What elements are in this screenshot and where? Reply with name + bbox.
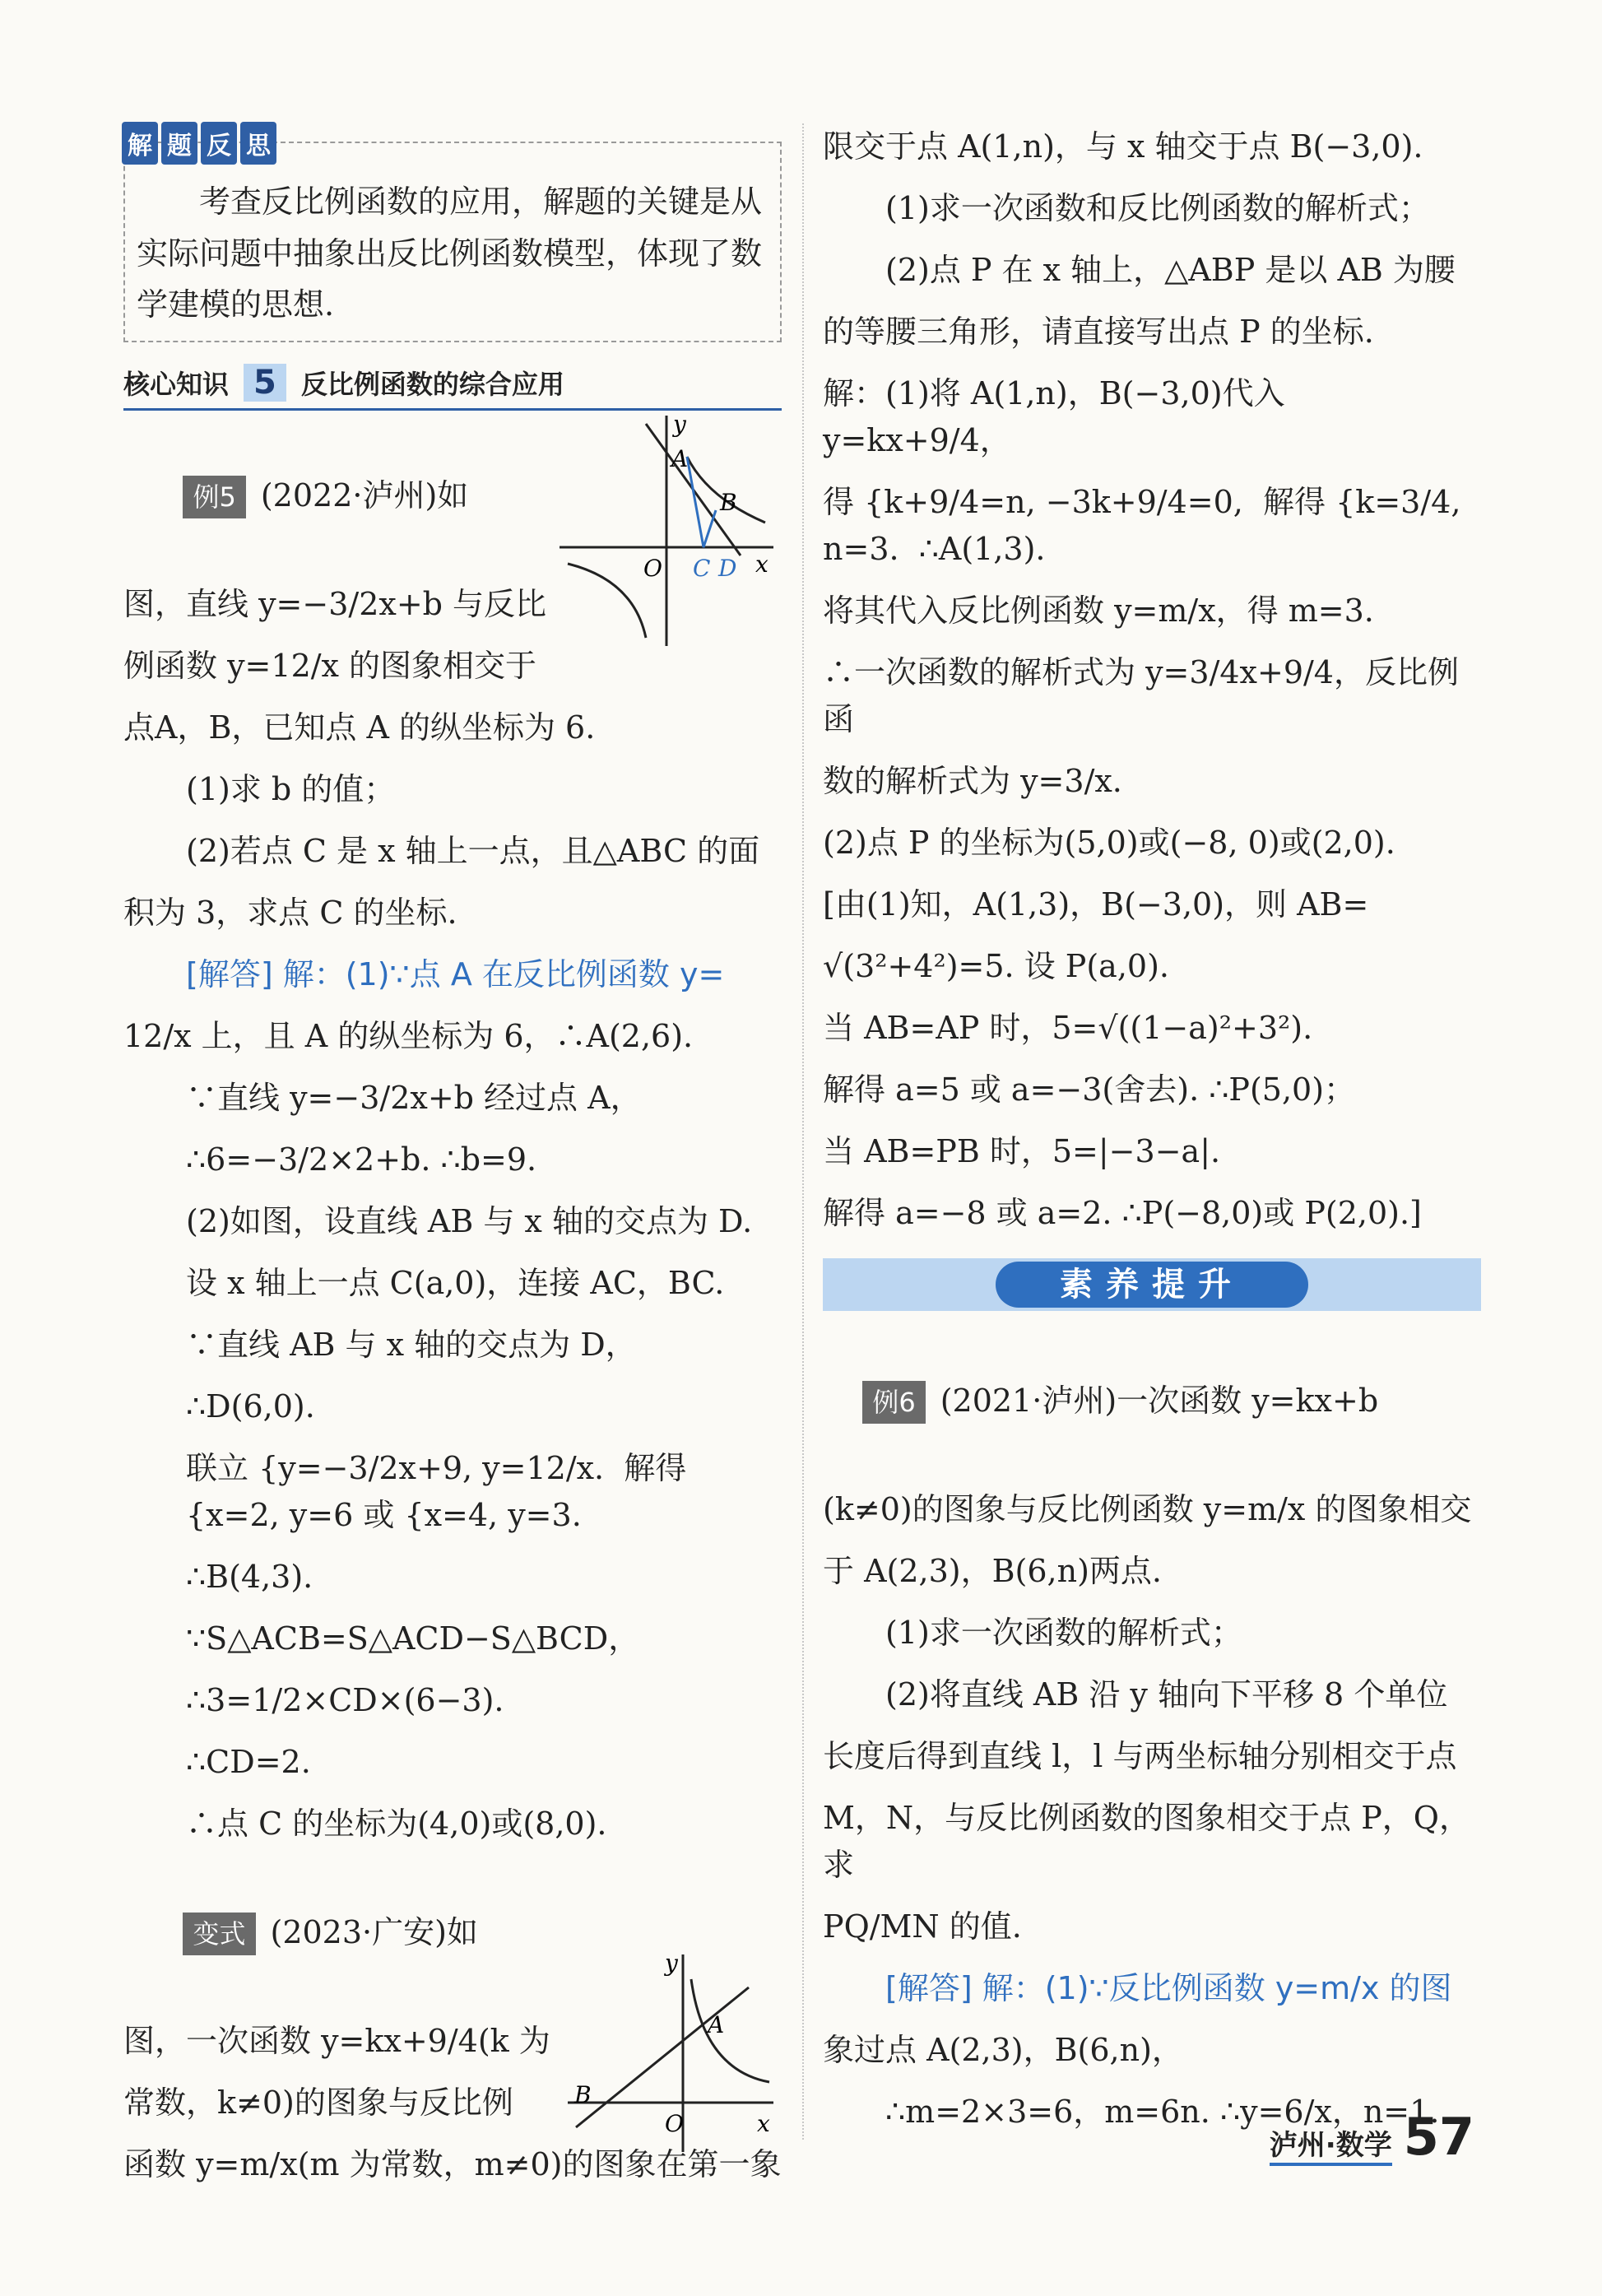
text-line: (2)若点 C 是 x 轴上一点，且△ABC 的面 [186,833,760,870]
label-x: x [757,2110,770,2137]
example6-first-line: 例6 (2021·泸州)一次函数 y=kx+b [823,1331,1481,1471]
text-line: 设 x 轴上一点 C(a,0)，连接 AC，BC. [186,1265,725,1302]
text-line: 当 AB=AP 时，5=√((1−a)²+3²). [823,1010,1313,1046]
text-line: 解得 a=5 或 a=−3(舍去). ∴P(5,0)； [823,1071,1356,1108]
text-line: 限交于点 A(1,n)，与 x 轴交于点 B(−3,0). [823,128,1423,165]
label-a: A [708,2011,725,2038]
label-b: B [720,489,737,516]
left-column [123,123,782,2203]
text-line: 将其代入反比例函数 y=m/x，得 m=3. [823,593,1374,629]
reflection-tag [122,122,276,165]
text-line: ∴m=2×3=6，m=6n. ∴y=6/x，n=1. [885,2094,1440,2130]
text-line: ∵S△ACB=S△ACD−S△BCD， [186,1620,640,1657]
variant-badge: 变式 [183,1913,255,1955]
hyperbola [691,1979,769,2082]
text-line: 函数 y=m/x(m 为常数，m≠0)的图象在第一象 [123,2146,782,2183]
text-line: 点A，B，已知点 A 的纵坐标为 6. [123,709,596,746]
text-line: 象过点 A(2,3)，B(6,n)， [823,2032,1183,2068]
example5-badge: 例5 [183,476,245,518]
label-x: x [755,551,768,578]
text-line: 图，直线 y=−3/2x+b 与反比 [123,586,547,623]
text-line: 当 AB=PB 时，5=|−3−a|. [823,1133,1221,1169]
text-line: 解得 a=−8 或 a=2. ∴P(−8,0)或 P(2,0).] [823,1195,1422,1231]
text-line: 12/x 上，且 A 的纵坐标为 6，∴A(2,6). [123,1018,694,1055]
reflection-tag-char: 思 [240,122,276,165]
core-knowledge-header [123,364,782,411]
answer-line: [解答] 解：(1)∵点 A 在反比例函数 y= [186,956,725,993]
text-line: 图，一次函数 y=kx+9/4(k 为 [123,2023,550,2060]
figure-variant [560,1946,782,2160]
text-line: ∴6=−3/2×2+b. ∴b=9. [186,1141,537,1178]
figure-example5 [551,407,782,654]
core-number: 5 [244,364,286,402]
reflection-tag-char: 题 [161,122,197,165]
text-line: ∴点 C 的坐标为(4,0)或(8,0). [186,1806,607,1843]
text-line: 得 {k+9/4=n, −3k+9/4=0, 解得 {k=3/4, n=3. ∴A(1,3). [823,484,1471,567]
text-line: (1)求一次函数的解析式； [885,1615,1242,1651]
text-line: ∴B(4,3). [186,1559,313,1596]
text-line: M，N，与反比例函数的图象相交于点 P，Q，求 [823,1800,1470,1883]
text-line: √(3²+4²)=5. 设 P(a,0). [823,948,1169,984]
label-c: C [693,555,711,582]
text-line: 的等腰三角形，请直接写出点 P 的坐标. [823,314,1374,350]
text-line: (2)点 P 的坐标为(5,0)或(−8, 0)或(2,0). [823,825,1395,861]
text-line: ∴3=1/2×CD×(6−3). [186,1682,504,1719]
reflection-text: 考查反比例函数的应用，解题的关键是从实际问题中抽象出反比例函数模型，体现了数学建模的思想. [137,184,763,323]
banner-title: 素养提升 [996,1262,1308,1308]
section-banner [823,1258,1481,1311]
label-o: O [665,2110,684,2137]
label-a: A [671,445,689,472]
footer-title: 泸州·数学 [1270,2122,1392,2166]
example5-first-line: 例5 (2022·泸州)如 [123,425,551,566]
example6-badge: 例6 [862,1381,925,1424]
label-y: y [665,1950,678,1977]
text-line: (k≠0)的图象与反比例函数 y=m/x 的图象相交 [823,1491,1472,1527]
core-title: 反比例函数的综合应用 [300,369,564,401]
reflection-tag-char: 解 [122,122,158,165]
right-column [823,123,1481,2150]
text-line: (2)如图，设直线 AB 与 x 轴的交点为 D. [186,1203,753,1240]
text-line: PQ/MN 的值. [823,1908,1022,1945]
label-b: B [574,2081,592,2108]
text-line: (2)点 P 在 x 轴上，△ABP 是以 AB 为腰 [885,252,1456,288]
text-line: 于 A(2,3)，B(6,n)两点. [823,1553,1162,1589]
hyperbola-branch-2 [568,564,646,638]
label-y: y [673,411,686,438]
text-line: 积为 3，求点 C 的坐标. [123,895,457,932]
text-line: ∴一次函数的解析式为 y=3/4x+9/4，反比例函 [823,654,1459,737]
text-line: 数的解析式为 y=3/x. [823,763,1122,799]
text-line: (1)求 b 的值； [186,771,396,808]
page-footer [1270,2107,1474,2167]
text-line: (2)将直线 AB 沿 y 轴向下平移 8 个单位 [885,1676,1448,1713]
reflection-tag-char: 反 [201,122,237,165]
core-label: 核心知识 [123,369,230,401]
reflection-box [123,132,782,342]
text-line: 长度后得到直线 l，l 与两坐标轴分别相交于点 [823,1738,1457,1774]
text-line: 常数，k≠0)的图象与反比例 [123,2085,513,2122]
text-line: ∵直线 AB 与 x 轴的交点为 D， [186,1327,637,1364]
text-line: 例函数 y=12/x 的图象相交于 [123,648,537,685]
text-line: 解：(1)将 A(1,n)，B(−3,0)代入 y=kx+9/4， [823,375,1295,458]
text-line: ∴CD=2. [186,1744,311,1781]
text-line: 联立 {y=−3/2x+9, y=12/x. 解得 {x=2, y=6 或 {x=4, y=3. [186,1450,697,1534]
label-o: O [643,555,662,582]
text-line: ∵直线 y=−3/2x+b 经过点 A， [186,1080,642,1117]
variant-first-line: 变式 (2023·广安)如 [123,1862,551,2003]
answer-line: [解答] 解：(1)∵反比例函数 y=m/x 的图 [885,1970,1452,2006]
page-number: 57 [1403,2107,1474,2167]
text-line: (1)求一次函数和反比例函数的解析式； [885,190,1430,226]
label-d: D [718,555,737,582]
text-line: ∴D(6,0). [186,1388,315,1425]
text-line: [由(1)知，A(1,3)，B(−3,0)，则 AB= [823,886,1369,923]
column-divider [802,123,804,2140]
